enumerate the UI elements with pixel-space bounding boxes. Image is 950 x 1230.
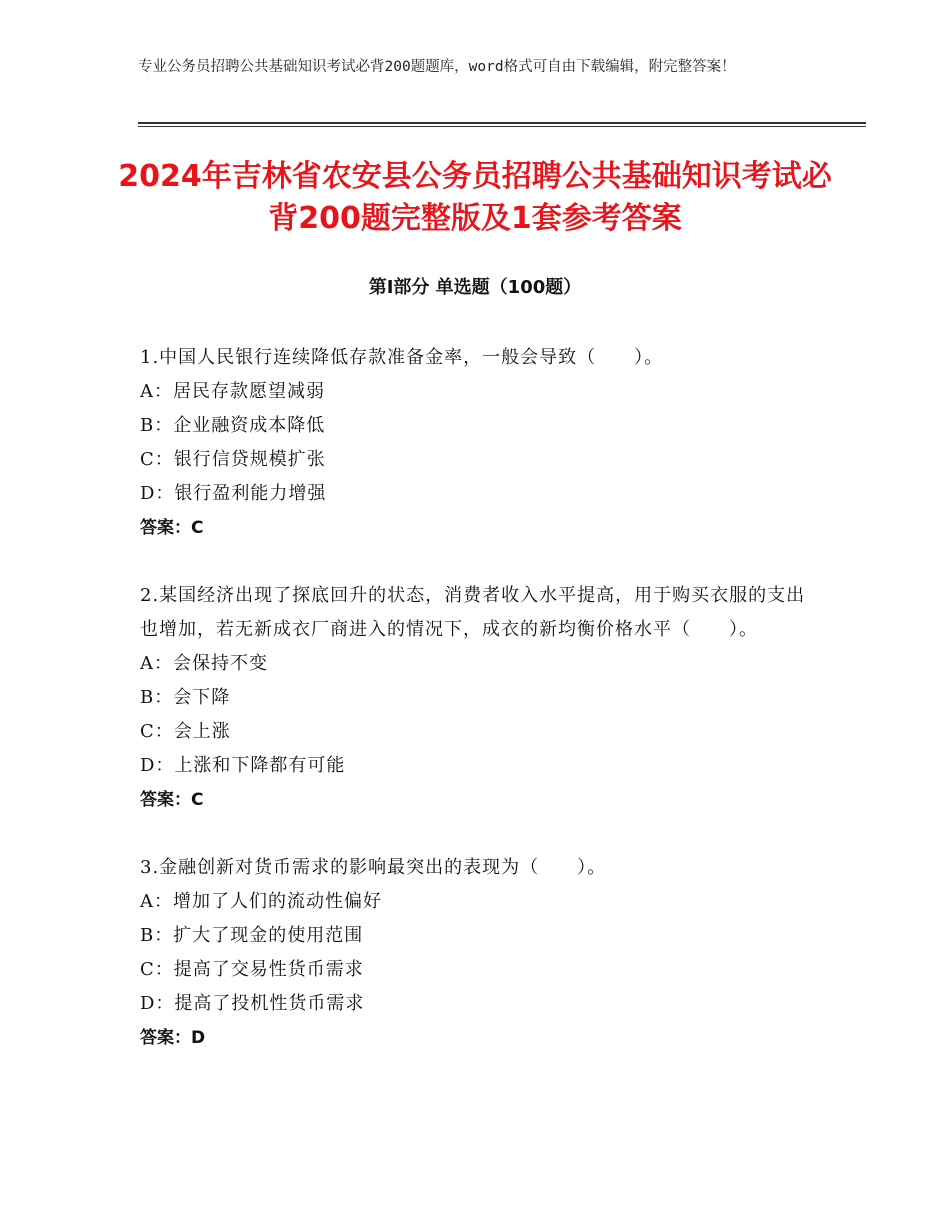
- option-a: A：增加了人们的流动性偏好: [140, 891, 382, 912]
- option-c: C：会上涨: [140, 721, 231, 742]
- question-stem: 3.金融创新对货币需求的影响最突出的表现为（ ）。: [140, 857, 607, 878]
- question-1: [140, 341, 820, 545]
- answer: 答案：C: [140, 790, 204, 810]
- header-note: 专业公务员招聘公共基础知识考试必背200题题库，word格式可自由下载编辑，附完整答案！: [138, 59, 736, 75]
- option-b: B：会下降: [140, 687, 231, 708]
- option-d: D：银行盈利能力增强: [140, 483, 327, 504]
- section-title: 第I部分 单选题（100题）: [368, 277, 582, 298]
- question-3: [140, 851, 820, 1055]
- question-stem: 1.中国人民银行连续降低存款准备金率，一般会导致（ ）。: [140, 347, 664, 368]
- document-title: 2024年吉林省农安县公务员招聘公共基础知识考试必背200题完整版及1套参考答案: [118, 159, 832, 236]
- question-2: [140, 579, 820, 817]
- question-stem: 2.某国经济出现了探底回升的状态，消费者收入水平提高，用于购买衣服的支出也增加，若无新成衣厂商进入的情况下，成衣的新均衡价格水平（ ）。: [140, 585, 806, 640]
- option-a: A：会保持不变: [140, 653, 268, 674]
- answer: 答案：D: [140, 1028, 206, 1048]
- question-list: [140, 341, 820, 1089]
- option-d: D：上涨和下降都有可能: [140, 755, 346, 776]
- option-c: C：提高了交易性货币需求: [140, 959, 364, 980]
- answer: 答案：C: [140, 518, 204, 538]
- option-d: D：提高了投机性货币需求: [140, 993, 365, 1014]
- option-b: B：扩大了现金的使用范围: [140, 925, 364, 946]
- option-a: A：居民存款愿望减弱: [140, 381, 325, 402]
- option-c: C：银行信贷规模扩张: [140, 449, 326, 470]
- option-b: B：企业融资成本降低: [140, 415, 326, 436]
- header-divider: [138, 122, 866, 127]
